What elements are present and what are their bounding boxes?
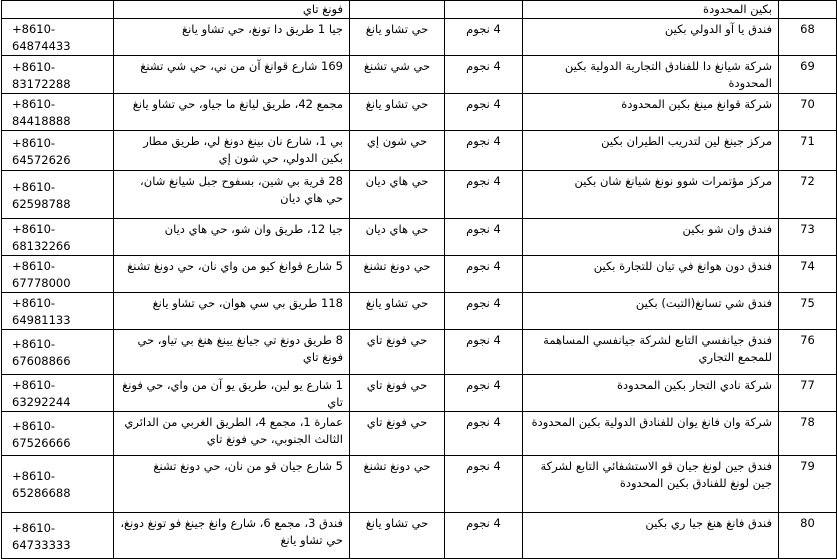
address-cell: 1 شارع يو لين، طريق يو آن من واي، حي فونغ تاي	[114, 375, 350, 412]
row-number-cell: 77	[779, 375, 837, 412]
table-row	[2, 219, 837, 256]
district-cell: حي شون إي	[350, 131, 445, 171]
phone-cell: +8610-67778000	[2, 256, 114, 293]
district-cell: حي هاي ديان	[350, 171, 445, 219]
stars-cell: 4 نجوم	[445, 293, 523, 330]
table-row	[2, 513, 837, 559]
stars-cell: 4 نجوم	[445, 219, 523, 256]
address-cell: 5 شارع جيان قو من نان، حي دونغ تشنغ	[114, 456, 350, 513]
address-cell: عمارة 1، مجمع 4، الطريق الغربي من الدائري الثالث الجنوبي، حي فونغ تاي	[114, 412, 350, 456]
district-cell: حي شي تشنغ	[350, 56, 445, 94]
table-row	[2, 94, 837, 131]
phone-cell: +8610-68132266	[2, 219, 114, 256]
address-cell: جيا 12، طريق وان شو، حي هاي ديان	[114, 219, 350, 256]
stars-cell: 4 نجوم	[445, 131, 523, 171]
table-header-row	[2, 1, 837, 19]
table-row	[2, 375, 837, 412]
row-number-cell: 75	[779, 293, 837, 330]
stars-cell: 4 نجوم	[445, 19, 523, 56]
hotel-name-cell: مركز مؤتمرات شوو نونغ شيانغ شان بكين	[523, 171, 779, 219]
row-number-cell: 68	[779, 19, 837, 56]
table-row	[2, 131, 837, 171]
row-number-cell: 80	[779, 513, 837, 559]
row-number-cell: 79	[779, 456, 837, 513]
district-cell: حي دونغ تشنغ	[350, 256, 445, 293]
address-cell: 118 طريق بي سي هوان، حي تشاو يانغ	[114, 293, 350, 330]
address-cell: 8 طريق دونغ تي جيانغ يينغ هنغ بي تياو، حي فونغ تاي	[114, 330, 350, 375]
district-cell: حي فونغ تاي	[350, 412, 445, 456]
hotel-name-cell: شركة وان فانغ يوان للفنادق الدولية بكين المحدودة	[523, 412, 779, 456]
phone-cell: +8610-64733333	[2, 513, 114, 559]
hotel-table	[1, 0, 837, 559]
address-cell: بي 1، شارع نان بينغ دونغ لي، طريق مطار بكين الدولي، حي شون إي	[114, 131, 350, 171]
header-company-cell: بكين المحدودة	[523, 1, 779, 19]
row-number-cell: 71	[779, 131, 837, 171]
hotel-name-cell: فندق وان شو بكين	[523, 219, 779, 256]
row-number-cell: 73	[779, 219, 837, 256]
phone-cell: +8610-84418888	[2, 94, 114, 131]
table-row	[2, 412, 837, 456]
header-district-cell	[350, 1, 445, 19]
stars-cell: 4 نجوم	[445, 412, 523, 456]
table-row	[2, 456, 837, 513]
address-cell: 169 شارع قوانغ آن من ني، حي شي تشنغ	[114, 56, 350, 94]
hotel-name-cell: شركة قوانغ مينغ بكين المحدودة	[523, 94, 779, 131]
phone-cell: +8610-64572626	[2, 131, 114, 171]
table-row	[2, 56, 837, 94]
district-cell: حي دونغ تشنغ	[350, 456, 445, 513]
stars-cell: 4 نجوم	[445, 513, 523, 559]
table-row	[2, 19, 837, 56]
stars-cell: 4 نجوم	[445, 56, 523, 94]
address-cell: 28 قرية بي شين، بسفوح جبل شيانغ شان، حي هاي ديان	[114, 171, 350, 219]
district-cell: حي فونغ تاي	[350, 375, 445, 412]
table-row	[2, 293, 837, 330]
phone-cell: +8610-67526666	[2, 412, 114, 456]
stars-cell: 4 نجوم	[445, 256, 523, 293]
stars-cell: 4 نجوم	[445, 330, 523, 375]
hotel-name-cell: فندق دون هوانغ في تيان للتجارة بكين	[523, 256, 779, 293]
header-num-cell	[779, 1, 837, 19]
phone-cell: +8610-64981133	[2, 293, 114, 330]
hotel-name-cell: شركة نادي التجار بكين المحدودة	[523, 375, 779, 412]
header-stars-cell	[445, 1, 523, 19]
hotel-name-cell: فندق يا آو الدولي بكين	[523, 19, 779, 56]
table-row	[2, 256, 837, 293]
district-cell: حي تشاو يانغ	[350, 19, 445, 56]
address-cell: فندق 3، مجمع 6، شارع وانغ جينغ فو تونغ دونغ، حي تشاو يانغ	[114, 513, 350, 559]
row-number-cell: 76	[779, 330, 837, 375]
row-number-cell: 74	[779, 256, 837, 293]
hotel-name-cell: مركز جينغ لين لتدريب الطيران بكين	[523, 131, 779, 171]
row-number-cell: 72	[779, 171, 837, 219]
hotel-name-cell: فندق جيانفسي التابع لشركة جيانفسي المساهمة للمجمع التجاري	[523, 330, 779, 375]
header-address-cell: فونغ تاي	[114, 1, 350, 19]
address-cell: جيا 1 طريق دا تونغ، حي تشاو يانغ	[114, 19, 350, 56]
district-cell: حي تشاو يانغ	[350, 94, 445, 131]
stars-cell: 4 نجوم	[445, 94, 523, 131]
row-number-cell: 70	[779, 94, 837, 131]
stars-cell: 4 نجوم	[445, 375, 523, 412]
address-cell: مجمع 42، طريق ليانغ ما جياو، حي تشاو يانغ	[114, 94, 350, 131]
hotel-name-cell: فندق فانغ هنغ جيا ري بكين	[523, 513, 779, 559]
phone-cell: +8610-62598788	[2, 171, 114, 219]
table-row	[2, 171, 837, 219]
district-cell: حي تشاو يانغ	[350, 293, 445, 330]
phone-cell: +8610-63292244	[2, 375, 114, 412]
hotel-name-cell: شركة شيانغ دا للفنادق التجارية الدولية بكين المحدودة	[523, 56, 779, 94]
header-phone-cell	[2, 1, 114, 19]
hotel-name-cell: فندق شي تسانغ(التبت) بكين	[523, 293, 779, 330]
stars-cell: 4 نجوم	[445, 456, 523, 513]
address-cell: 5 شارع قوانغ كيو من واي نان، حي دونغ تشنغ	[114, 256, 350, 293]
phone-cell: +8610-67608866	[2, 330, 114, 375]
row-number-cell: 69	[779, 56, 837, 94]
phone-cell: +8610-83172288	[2, 56, 114, 94]
row-number-cell: 78	[779, 412, 837, 456]
stars-cell: 4 نجوم	[445, 171, 523, 219]
hotel-name-cell: فندق جين لونغ جيان قو الاستشفائي التابع لشركة جين لونغ للفنادق بكين المحدودة	[523, 456, 779, 513]
phone-cell: +8610-64874433	[2, 19, 114, 56]
hotel-table-body	[2, 1, 837, 559]
district-cell: حي هاي ديان	[350, 219, 445, 256]
phone-cell: +8610-65286688	[2, 456, 114, 513]
district-cell: حي فونغ تاي	[350, 330, 445, 375]
table-row	[2, 330, 837, 375]
district-cell: حي تشاو يانغ	[350, 513, 445, 559]
